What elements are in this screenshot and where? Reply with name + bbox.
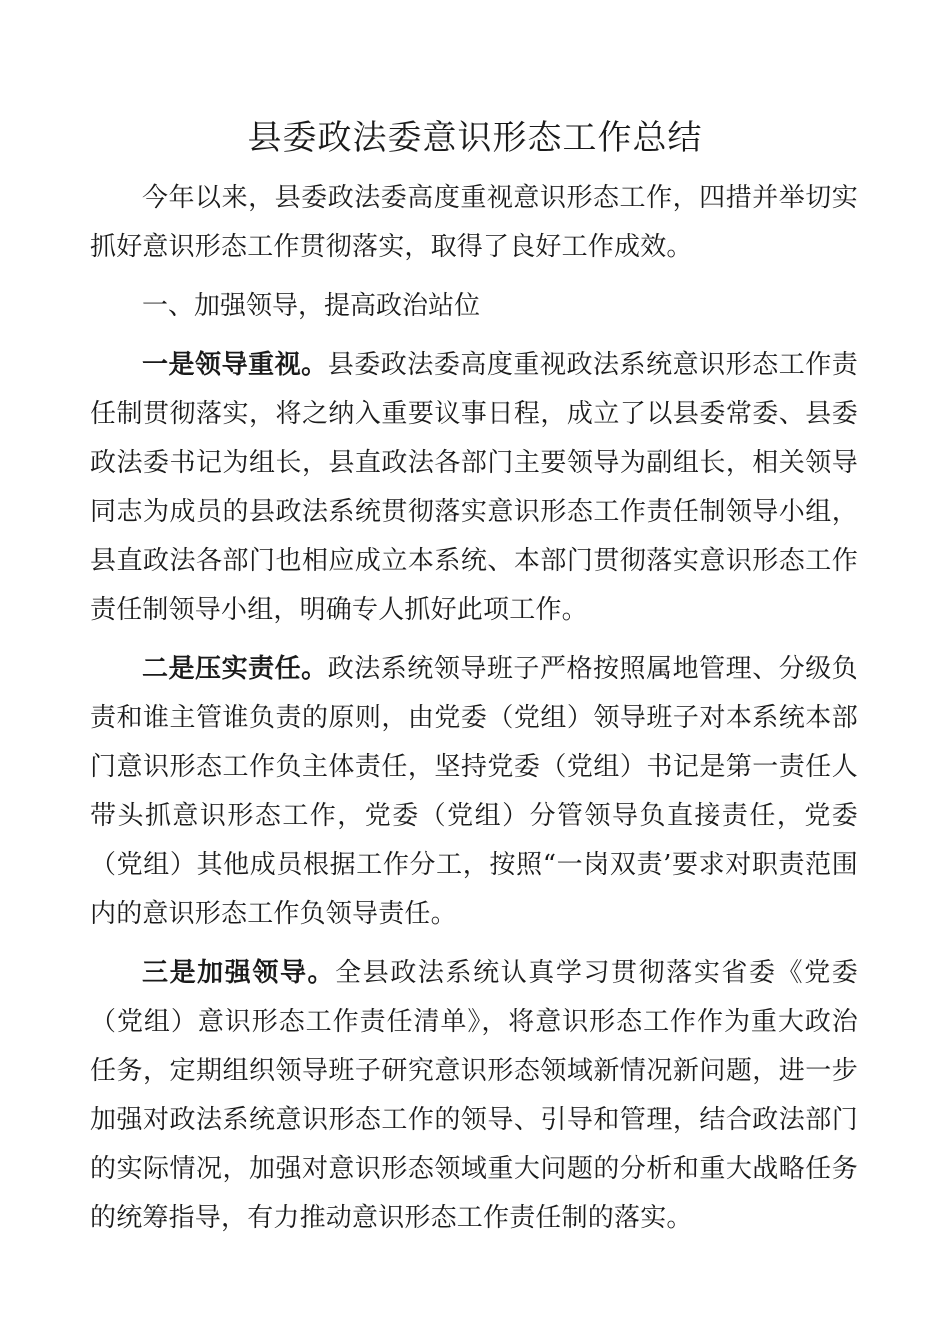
paragraph-text: 全县政法系统认真学习贯彻落实省委《党委（党组）意识形态工作责任清单》，将意识形态工作作为重大政治任务，定期组织领导班子研究意识形态领域新情况新问题，进一步加强对政法系统意识形态工作的领导、引导和管理，结合政法部门的实际情况，加强对意识形态领域重大问题的分析和重大战略任务的统筹指导，有力推动意识形态工作责任制的落实。: [90, 958, 858, 1233]
paragraph-lead: 三是加强领导。: [142, 958, 336, 988]
paragraph-text: 政法系统领导班子严格按照属地管理、分级负责和谁主管谁负责的原则，由党委（党组）领导班子对本系统本部门意识形态工作负主体责任，坚持党委（党组）书记是第一责任人带头抓意识形态工作，党委（党组）分管领导负直接责任，党委（党组）其他成员根据工作分工，按照“一岗双责’要求对职责范围内的意识形态工作负领导责任。: [90, 654, 858, 929]
paragraph-strengthen: [90, 949, 858, 1243]
document-body: [90, 174, 858, 1253]
paragraph-text: 县委政法委高度重视政法系统意识形态工作责任制贯彻落实，将之纳入重要议事日程，成立了以县委常委、县委政法委书记为组长，县直政法各部门主要领导为副组长，相关领导同志为成员的县政法系统贯彻落实意识形态工作责任制领导小组，县直政法各部门也相应成立本系统、本部门贯彻落实意识形态工作责任制领导小组，明确专人抓好此项工作。: [90, 350, 858, 625]
paragraph-lead: 二是压实责任。: [142, 654, 328, 684]
document-title: 县委政法委意识形态工作总结: [247, 118, 703, 158]
intro-paragraph: 今年以来，县委政法委高度重视意识形态工作，四措并举切实抓好意识形态工作贯彻落实，取得了良好工作成效。: [90, 183, 858, 262]
paragraph-leadership: [90, 341, 858, 635]
paragraph-responsibility: [90, 645, 858, 939]
paragraph-lead: 一是领导重视。: [142, 350, 328, 380]
section-heading: 一、加强领导，提高政治站位: [142, 291, 481, 321]
